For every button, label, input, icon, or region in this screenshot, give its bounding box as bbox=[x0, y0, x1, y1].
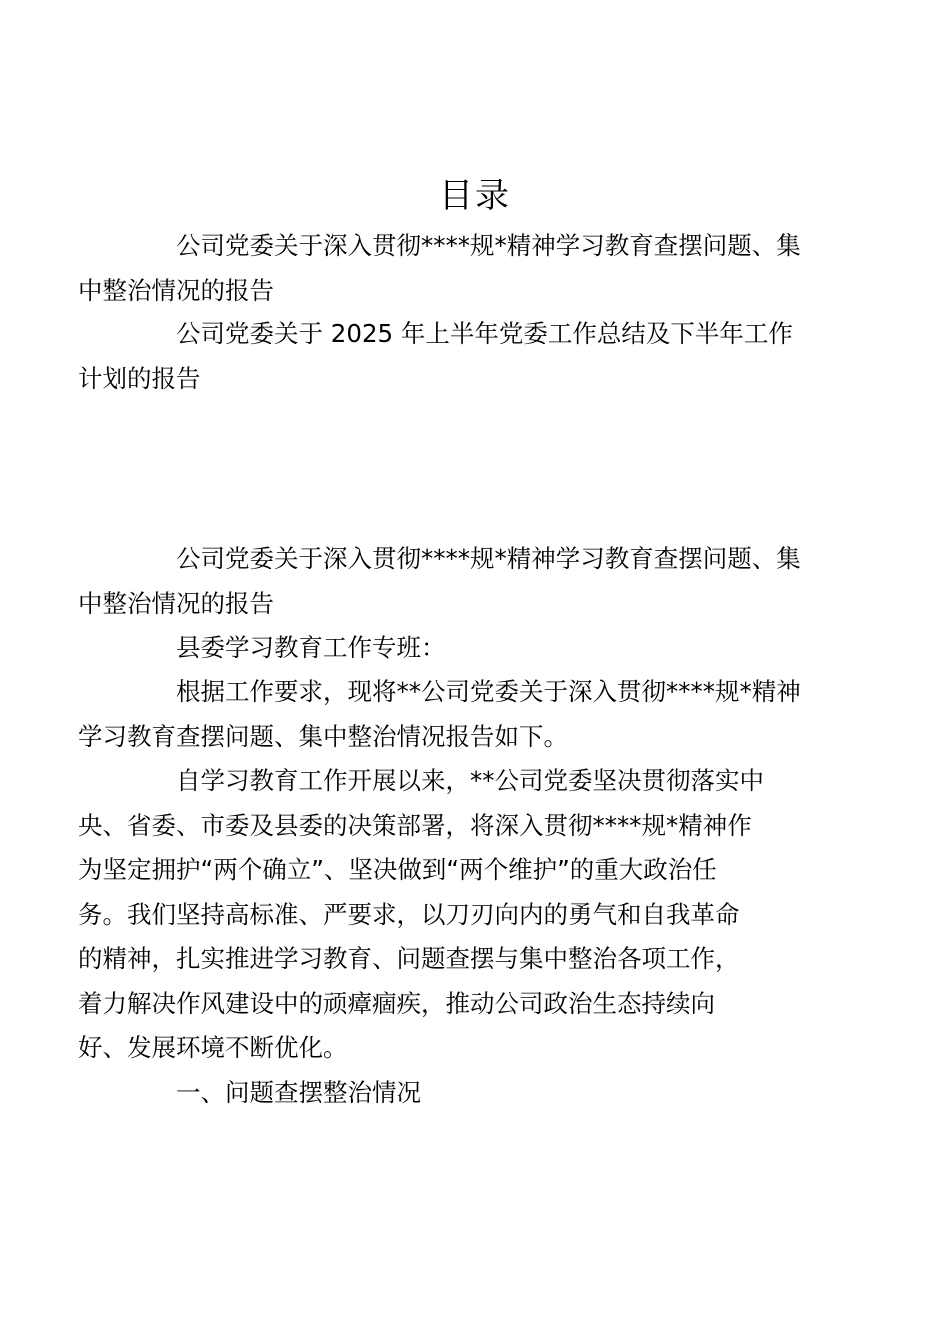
toc-item-1-line-1: 公司党委关于深入贯彻****规*精神学习教育查摆问题、集 bbox=[176, 231, 801, 260]
report-title bbox=[78, 537, 833, 626]
toc-item-1-line-2: 中整治情况的报告 bbox=[78, 275, 274, 305]
toc-item-2-line-1: 公司党委关于 2025 年上半年党委工作总结及下半年工作 bbox=[176, 319, 793, 348]
body-line-4: 务。我们坚持高标准、严要求，以刀刃向内的勇气和自我革命 bbox=[78, 899, 740, 929]
report-title-line-1: 公司党委关于深入贯彻****规*精神学习教育查摆问题、集 bbox=[176, 544, 801, 573]
toc-item-1[interactable] bbox=[78, 224, 833, 313]
salutation-text: 县委学习教育工作专班： bbox=[176, 633, 446, 662]
intro-paragraph bbox=[78, 670, 833, 759]
toc-item-2-line-2: 计划的报告 bbox=[78, 363, 201, 393]
intro-line-1: 根据工作要求，现将**公司党委关于深入贯彻****规*精神 bbox=[176, 677, 801, 706]
body-line-7: 好、发展环境不断优化。 bbox=[78, 1033, 348, 1062]
intro-line-2: 学习教育查摆问题、集中整治情况报告如下。 bbox=[78, 721, 568, 751]
toc-item-2[interactable] bbox=[78, 312, 833, 401]
section-heading bbox=[127, 1071, 833, 1116]
body-line-5: 的精神，扎实推进学习教育、问题查摆与集中整治各项工作， bbox=[78, 944, 740, 973]
section-heading-text: 一、问题查摆整治情况 bbox=[176, 1078, 421, 1107]
report-title-line-2: 中整治情况的报告 bbox=[78, 588, 274, 618]
body-line-1: 自学习教育工作开展以来，**公司党委坚决贯彻落实中 bbox=[176, 766, 764, 795]
salutation bbox=[127, 626, 833, 671]
toc-title: 目录 bbox=[439, 176, 511, 216]
body-paragraph bbox=[78, 759, 833, 1071]
body-line-2: 央、省委、市委及县委的决策部署，将深入贯彻****规*精神作 bbox=[78, 810, 752, 840]
body-line-6: 着力解决作风建设中的顽瘴痼疾，推动公司政治生态持续向 bbox=[78, 988, 715, 1018]
body-line-3: 为坚定拥护“两个确立”、坚决做到“两个维护”的重大政治任 bbox=[78, 855, 717, 884]
